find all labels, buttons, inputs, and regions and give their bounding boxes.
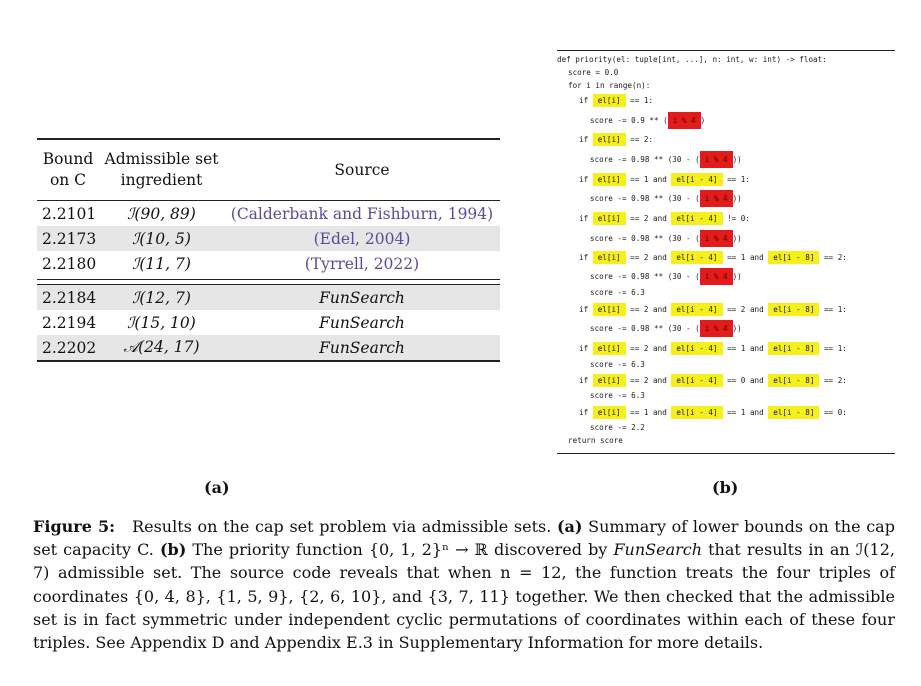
code-line-return: return score (568, 436, 623, 445)
header-bound: Bound on C (42, 150, 94, 189)
citation-link[interactable]: (Edel, 2004) (313, 229, 411, 248)
code-line-if: if el[i] == 2 and el[i - 4] == 1 and el[i - 8] == 2: (579, 253, 847, 262)
bound-cell: 2.2180 (42, 254, 97, 273)
code-line-if: if el[i] == 1: (579, 96, 654, 105)
table-row (37, 335, 500, 360)
code-line-score: score -= 0.98 ** (30 - ( i % 4 )) (590, 270, 742, 284)
ingredient-cell: ℐ(15, 10) (127, 313, 196, 332)
code-line-if: if el[i] == 2 and el[i - 4] == 0 and el[i - 8] == 2: (579, 376, 847, 385)
ingredient-cell: ℐ(12, 7) (132, 288, 191, 307)
code-line-score: score -= 0.98 ** (30 - ( i % 4 )) (590, 192, 742, 206)
table-row (37, 226, 500, 251)
bound-cell: 2.2101 (42, 204, 97, 223)
code-line-score: score -= 6.3 (590, 288, 645, 297)
code-line-score: score -= 6.3 (590, 360, 645, 369)
citation-link[interactable]: (Tyrrell, 2022) (304, 254, 420, 273)
source-cell: FunSearch (319, 288, 405, 307)
source-cell: FunSearch (319, 338, 405, 357)
code-line-score: score -= 6.3 (590, 391, 645, 400)
code-line-if: if el[i] == 2 and el[i - 4] == 1 and el[i - 8] == 1: (579, 344, 847, 353)
table-row (37, 201, 500, 226)
bound-cell: 2.2173 (42, 229, 97, 248)
code-line-if: if el[i] == 2 and el[i - 4] == 2 and el[i - 8] == 1: (579, 305, 847, 314)
bound-cell: 2.2202 (42, 338, 97, 357)
bound-cell: 2.2184 (42, 288, 97, 307)
source-cell: FunSearch (319, 313, 405, 332)
citation-link[interactable]: (Calderbank and Fishburn, 1994) (230, 204, 494, 223)
code-line-score-init: score = 0.0 (568, 68, 619, 77)
code-line-signature: def priority(el: tuple[int, ...], n: int, w: int) -> float: (557, 55, 827, 64)
code-line-if: if el[i] == 2: (579, 135, 654, 144)
code-line-if: if el[i] == 1 and el[i - 4] == 1 and el[i - 8] == 0: (579, 408, 847, 417)
subfigure-label-b: (b) (712, 478, 739, 497)
code-line-score: score -= 0.98 ** (30 - ( i % 4 )) (590, 153, 742, 167)
ingredient-cell: ℐ(10, 5) (132, 229, 191, 248)
ingredient-cell: ℐ(11, 7) (132, 254, 191, 273)
header-source: Source (334, 161, 390, 179)
table-header-row (37, 140, 500, 200)
priority-code-listing (557, 48, 895, 455)
code-line-score: score -= 0.98 ** (30 - ( i % 4 )) (590, 232, 742, 246)
ingredient-cell: 𝒜(24, 17) (123, 338, 200, 356)
header-ingredient: Admissible set ingredient (104, 150, 219, 189)
code-line-score: score -= 0.9 ** ( i % 4 ) (590, 114, 705, 128)
code-line-if: if el[i] == 1 and el[i - 4] == 1: (579, 175, 750, 184)
figure-number: Figure 5: (33, 517, 116, 536)
table-row (37, 285, 500, 310)
ingredient-cell: ℐ(90, 89) (127, 204, 196, 223)
code-line-score: score -= 0.98 ** (30 - ( i % 4 )) (590, 322, 742, 336)
code-line-for: for i in range(n): (568, 81, 651, 90)
subfigure-label-a: (a) (204, 478, 230, 497)
table-row (37, 251, 500, 276)
code-line-if: if el[i] == 2 and el[i - 4] != 0: (579, 214, 750, 223)
table-bottom-rule (37, 360, 500, 362)
code-line-score: score -= 2.2 (590, 423, 645, 432)
table-row (37, 310, 500, 335)
bounds-table (37, 138, 500, 362)
bound-cell: 2.2194 (42, 313, 97, 332)
figure-caption: Figure 5: Results on the cap set problem via admissible sets. (a) Summary of lower bounds on the cap set capacity C. (b) The priority function {0, 1, 2}ⁿ → ℝ discovered by FunSearch that results in an ℐ(12, 7) admissible set. The source code reveals that when n = 12, the function treats the four triples of coordinates {0, 4, 8}, {1, 5, 9}, {2, 6, 10}, and {3, 7, 11} together. We then checked that the admissible set is in fact symmetric under independent cyclic permutations of coordinates within each of these four triples. See Appendix D and Appendix E.3 in Supplementary Information for more details. (33, 517, 895, 653)
